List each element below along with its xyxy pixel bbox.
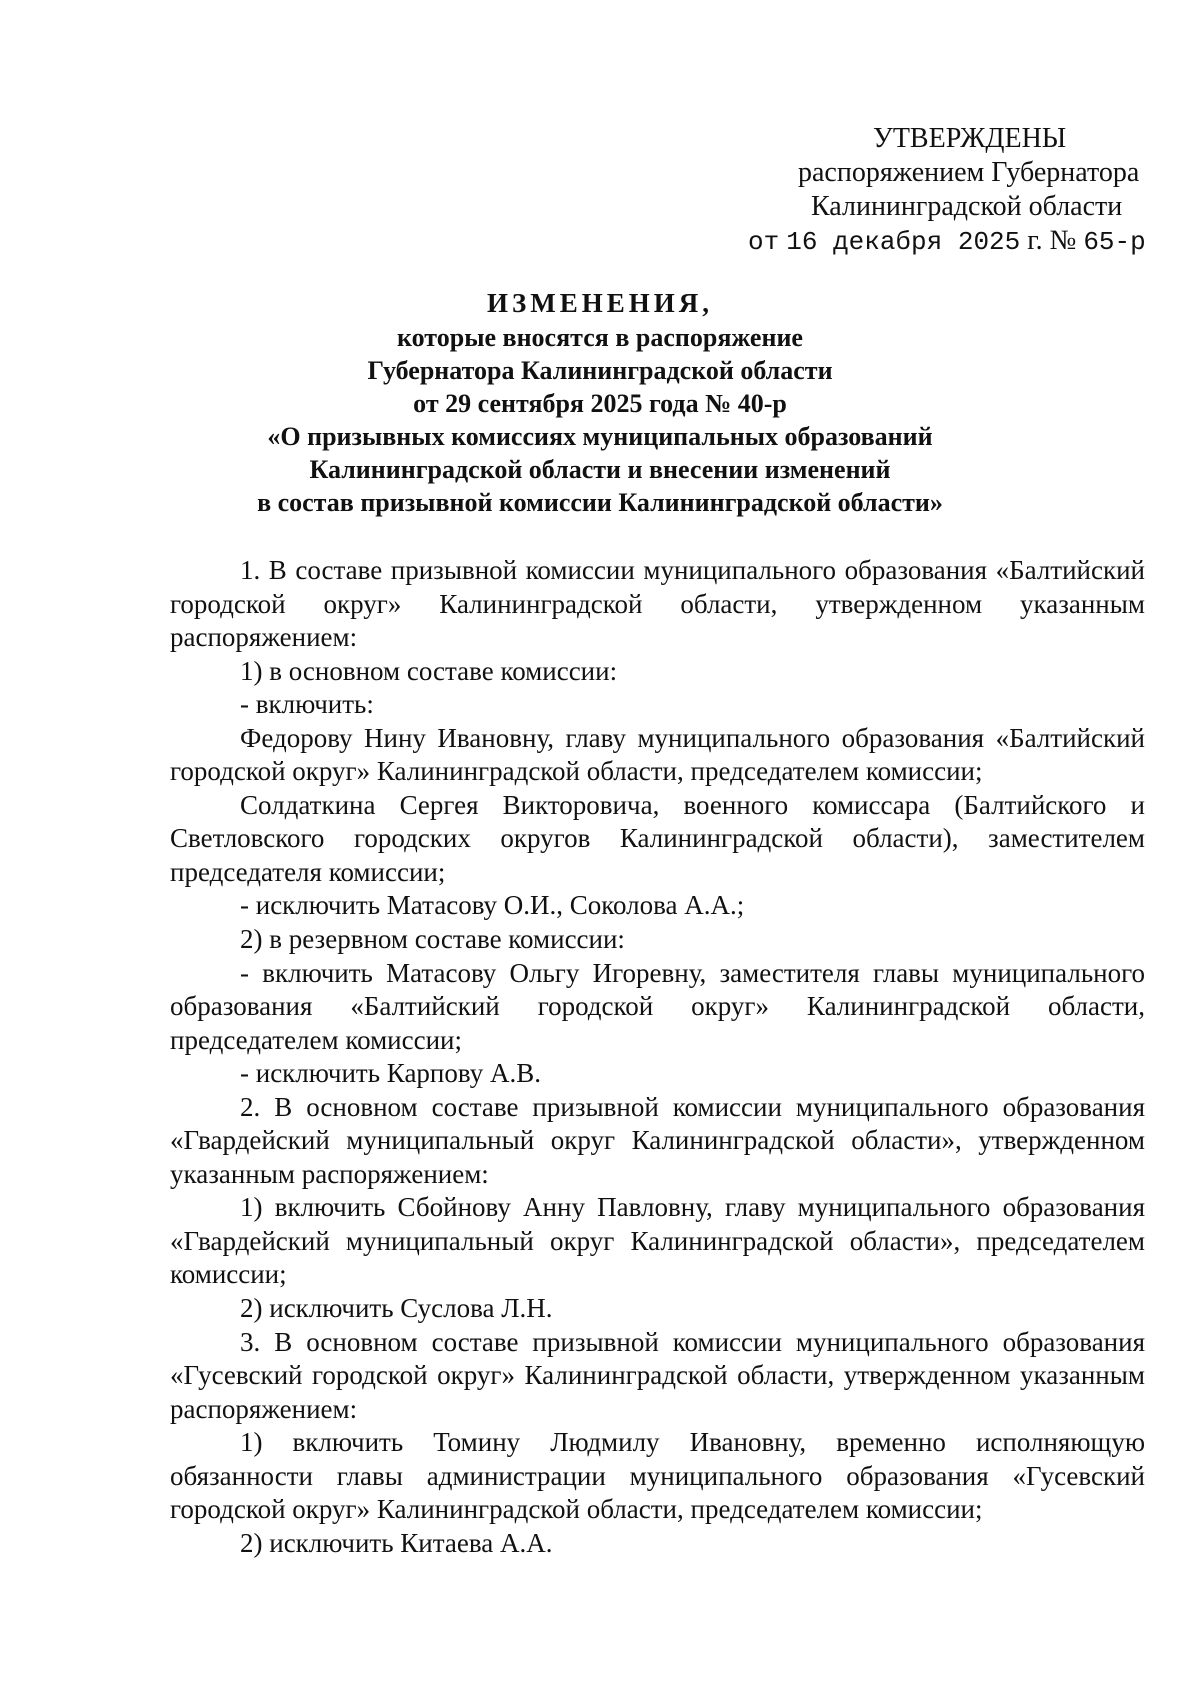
approval-date-mid: г. № bbox=[1027, 225, 1077, 256]
heading-title: ИЗМЕНЕНИЯ, bbox=[486, 288, 713, 318]
body-paragraph: 2) исключить Суслова Л.Н. bbox=[240, 1293, 553, 1324]
body-paragraph: Федорову Нину Ивановну, главу муниципального образования «Балтийский городской округ» Калининградской области, председателем комиссии; bbox=[170, 722, 1145, 787]
heading-line: Калининградской области и внесении изменений bbox=[309, 455, 891, 484]
body-paragraph: 1. В составе призывной комиссии муниципального образования «Балтийский городской округ» Калининградской области, утвержденном указанным распоряжением: bbox=[170, 555, 1145, 653]
approval-number-value: 65-р bbox=[1083, 227, 1146, 257]
body-paragraph: - исключить Карпову А.В. bbox=[240, 1058, 541, 1089]
body-paragraph: 1) в основном составе комиссии: bbox=[240, 655, 618, 686]
body-paragraph: 2) в резервном составе комиссии: bbox=[240, 924, 625, 955]
heading-line: Губернатора Калининградской области bbox=[367, 356, 833, 385]
body-paragraph: 2) исключить Китаева А.А. bbox=[240, 1527, 553, 1558]
approval-stamp-block bbox=[700, 122, 1170, 259]
body-paragraph: - включить: bbox=[240, 689, 374, 720]
approval-issuer-line: распоряжением Губернатора bbox=[798, 157, 1140, 188]
body-paragraph: 1) включить Сбойнову Анну Павловну, главу муниципального образования «Гвардейский муниципальный округ Калининградской области», председателем комиссии; bbox=[170, 1192, 1145, 1290]
heading-line: от 29 сентября 2025 года № 40-р bbox=[413, 389, 787, 418]
heading-line: «О призывных комиссиях муниципальных образований bbox=[267, 422, 933, 451]
body-paragraph: 2. В основном составе призывной комиссии муниципального образования «Гвардейский муниципальный округ Калининградской области», утвержденном указанным распоряжением: bbox=[170, 1091, 1145, 1189]
document-body bbox=[170, 554, 1145, 1560]
approval-date-prefix: от bbox=[748, 227, 780, 257]
approval-region-line: Калининградской области bbox=[811, 191, 1123, 222]
approval-title: УТВЕРЖДЕНЫ bbox=[873, 123, 1067, 154]
body-paragraph: - включить Матасову Ольгу Игоревну, заместителя главы муниципального образования «Балтийский городской округ» Калининградской области, председателем комиссии; bbox=[170, 957, 1145, 1055]
body-paragraph: 3. В основном составе призывной комиссии муниципального образования «Гусевский городской округ» Калининградской области, утвержденном указанным распоряжением: bbox=[170, 1326, 1145, 1424]
approval-date-value: 16 декабря 2025 bbox=[786, 227, 1021, 257]
approval-date-line bbox=[748, 224, 1170, 259]
body-paragraph: Солдаткина Сергея Викторовича, военного комиссара (Балтийского и Светловского городских округов Калининградской области), заместителем председателя комиссии; bbox=[170, 789, 1145, 887]
document-heading bbox=[160, 288, 1040, 521]
heading-line: которые вносятся в распоряжение bbox=[397, 323, 803, 352]
heading-line: в состав призывной комиссии Калининградской области» bbox=[257, 488, 943, 517]
body-paragraph: - исключить Матасову О.И., Соколова А.А.; bbox=[240, 890, 745, 921]
body-paragraph: 1) включить Томину Людмилу Ивановну, временно исполняющую обязанности главы администрации муниципального образования «Гусевский городской округ» Калининградской области, председателем комиссии; bbox=[170, 1427, 1145, 1525]
